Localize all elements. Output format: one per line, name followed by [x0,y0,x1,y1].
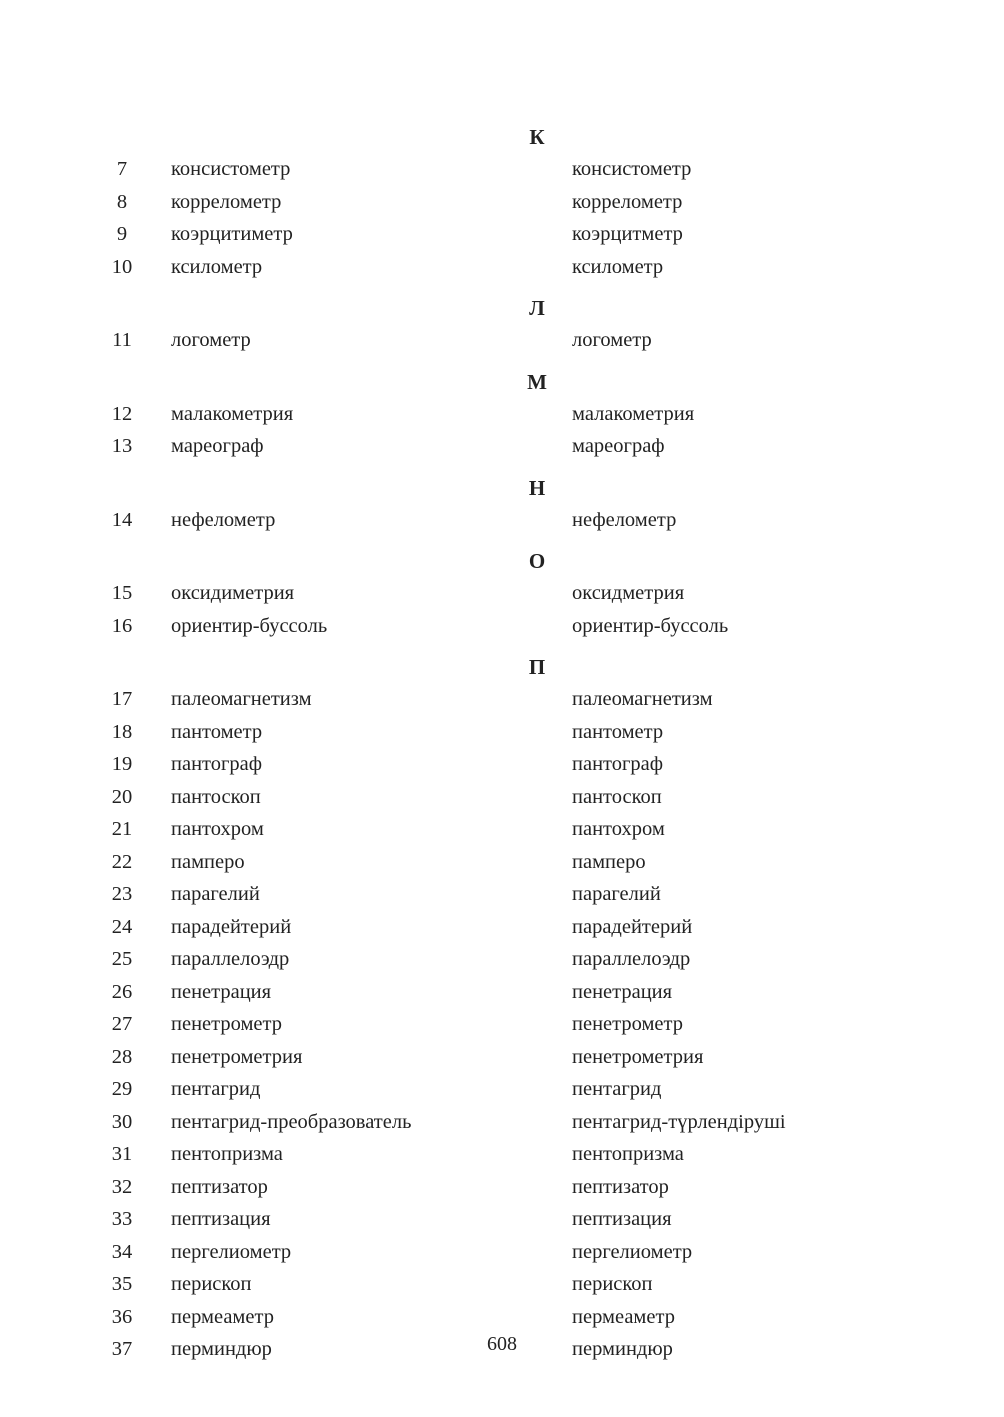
term-russian: пептизация [171,1208,271,1230]
term-kazakh: оксидметрия [572,582,685,604]
term-list [0,121,1004,1366]
term-number: 12 [111,402,133,425]
term-row [0,911,1004,944]
term-kazakh: перископ [572,1273,653,1295]
term-russian: парагелий [171,883,260,905]
section-letter: М [527,369,547,394]
term-kazakh: пенетрометр [572,1013,683,1035]
section-letter: Л [529,296,545,320]
term-russian: пенетрометр [171,1013,282,1035]
term-row [0,1301,1004,1334]
term-row [0,504,1004,537]
term-row [0,683,1004,716]
term-number: 30 [111,1110,133,1133]
term-number: 14 [111,508,133,531]
term-russian: логометр [171,329,251,351]
term-row [0,1171,1004,1204]
term-row [0,943,1004,976]
term-russian: малакометрия [171,402,294,425]
term-number: 31 [111,1143,133,1165]
term-row [0,716,1004,749]
term-kazakh: ксилометр [572,255,664,278]
term-number: 35 [111,1273,133,1295]
section-letter: К [529,125,545,149]
term-number: 29 [111,1078,133,1100]
term-number: 17 [111,688,133,710]
term-number: 25 [111,948,133,970]
term-kazakh: пенетрация [572,980,673,1003]
term-number: 23 [111,883,133,905]
term-kazakh: парадейтерий [572,915,693,938]
term-kazakh: малакометрия [572,402,695,425]
term-row [0,813,1004,846]
term-russian: мареограф [171,435,264,457]
term-row [0,1138,1004,1171]
letter-section [0,121,1004,283]
term-number: 34 [111,1240,133,1263]
term-row [0,186,1004,219]
term-kazakh: пептизатор [572,1175,669,1198]
term-number: 18 [111,720,133,743]
term-russian: пантохром [171,818,264,840]
term-number: 24 [111,915,133,938]
term-russian: пергелиометр [171,1240,292,1263]
term-number: 8 [116,190,128,213]
term-row [0,1008,1004,1041]
term-kazakh: пантохром [572,818,665,840]
term-kazakh: коэрцитметр [572,223,683,245]
term-russian: ориентир-буссоль [171,614,328,637]
term-row [0,1041,1004,1074]
letter-section [0,545,1004,642]
term-number: 20 [111,785,133,808]
term-russian: пантометр [171,720,263,743]
term-number: 13 [111,435,133,457]
letter-section [0,472,1004,537]
page-number: 608 [487,1333,517,1355]
term-number: 26 [111,980,133,1003]
term-number: 11 [112,329,132,351]
term-russian: оксидиметрия [171,582,295,604]
term-russian: палеомагнетизм [171,688,312,710]
term-number: 9 [116,223,128,245]
term-kazakh: пептизация [572,1208,672,1230]
term-kazakh: пантоскоп [572,785,662,808]
term-russian: парадейтерий [171,915,292,938]
term-number: 22 [111,850,133,873]
term-row [0,1236,1004,1269]
term-kazakh: пергелиометр [572,1240,693,1263]
letter-section [0,292,1004,357]
term-russian: пенетрация [171,980,272,1003]
term-kazakh: консистометр [572,158,692,180]
letter-section [0,651,1004,1366]
term-row [0,153,1004,186]
term-number: 10 [111,255,133,278]
term-kazakh: перминдюр [572,1338,673,1360]
term-russian: памперо [171,850,245,873]
term-kazakh: параллелоэдр [572,948,691,970]
term-russian: пантограф [171,753,263,775]
term-russian: перминдюр [171,1338,272,1360]
term-number: 15 [111,582,133,604]
term-russian: нефелометр [171,508,276,531]
term-row [0,610,1004,643]
term-russian: пенетрометрия [171,1045,303,1068]
term-russian: пентагрид [171,1078,261,1100]
term-number: 7 [116,158,128,180]
term-row [0,398,1004,431]
term-row [0,846,1004,879]
term-kazakh: мареограф [572,435,665,457]
term-russian: пентагрид-преобразователь [171,1110,412,1133]
term-kazakh: пентагрид-түрлендіруші [572,1110,786,1133]
term-row [0,976,1004,1009]
term-kazakh: коррелометр [572,190,683,213]
term-kazakh: палеомагнетизм [572,688,713,710]
term-row [0,430,1004,463]
term-russian: параллелоэдр [171,948,290,970]
term-russian: перископ [171,1273,252,1295]
term-number: 37 [111,1338,133,1360]
term-kazakh: пантометр [572,720,664,743]
section-letter: П [528,655,546,679]
term-kazakh: пентагрид [572,1078,662,1100]
term-kazakh: парагелий [572,883,661,905]
term-russian: пермеаметр [171,1305,274,1328]
term-number: 36 [111,1305,133,1328]
term-russian: пентопризма [171,1143,283,1165]
letter-section [0,366,1004,463]
term-row [0,251,1004,284]
term-row [0,324,1004,357]
term-number: 27 [111,1013,133,1035]
term-number: 19 [111,753,133,775]
term-kazakh: нефелометр [572,508,677,531]
term-row [0,1203,1004,1236]
section-letter: О [528,549,546,573]
term-kazakh: ориентир-буссоль [572,614,729,637]
term-row [0,878,1004,911]
term-number: 28 [111,1045,133,1068]
term-kazakh: пентопризма [572,1143,684,1165]
term-kazakh: логометр [572,329,652,351]
term-number: 21 [111,818,133,840]
term-row [0,577,1004,610]
term-row [0,218,1004,251]
term-row [0,1106,1004,1139]
term-russian: пептизатор [171,1175,268,1198]
term-kazakh: памперо [572,850,646,873]
term-row [0,748,1004,781]
term-number: 16 [111,614,133,637]
section-letter: Н [528,475,546,500]
term-russian: коррелометр [171,190,282,213]
term-russian: консистометр [171,158,291,180]
term-russian: коэрцитиметр [171,223,293,245]
term-kazakh: пермеаметр [572,1305,675,1328]
term-number: 33 [111,1208,133,1230]
term-number: 32 [111,1175,133,1198]
term-russian: ксилометр [171,255,263,278]
term-row [0,1073,1004,1106]
term-kazakh: пенетрометрия [572,1045,704,1068]
term-kazakh: пантограф [572,753,664,775]
term-row [0,1268,1004,1301]
term-russian: пантоскоп [171,785,261,808]
term-row [0,781,1004,814]
